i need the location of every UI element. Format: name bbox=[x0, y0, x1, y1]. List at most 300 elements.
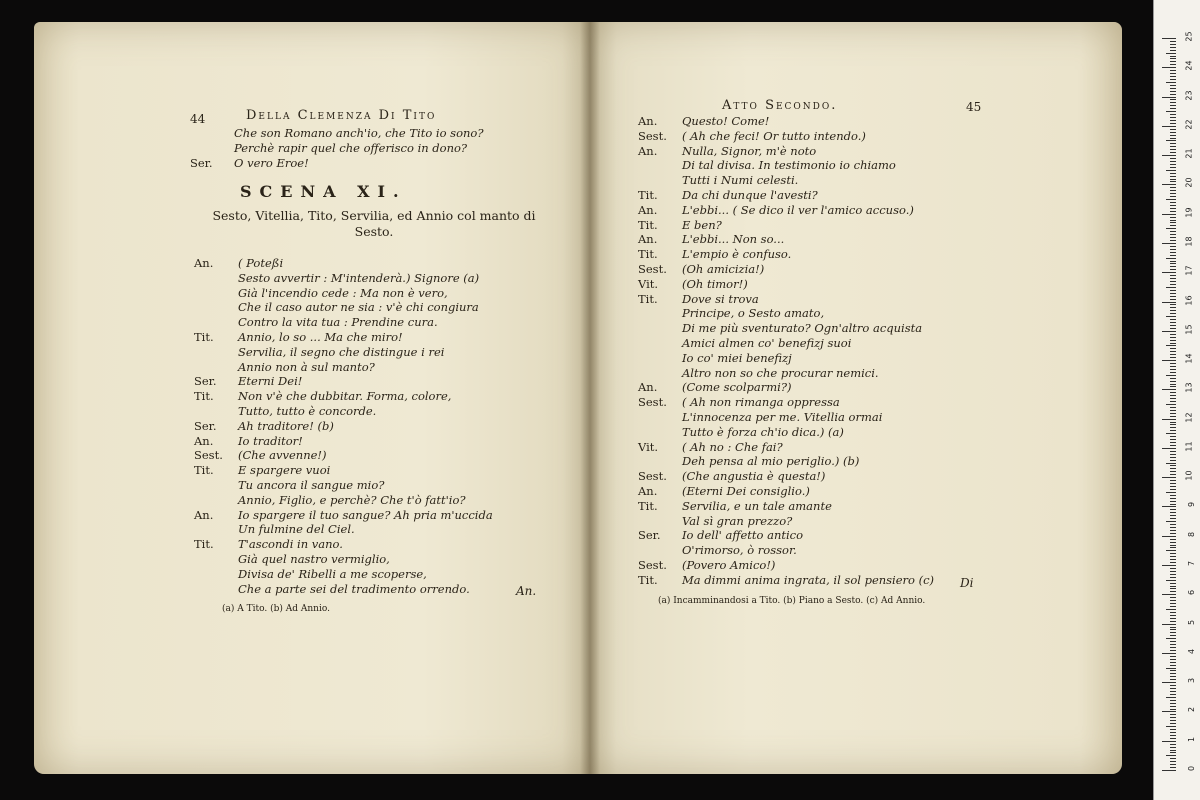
ruler-minor-tick bbox=[1170, 293, 1176, 294]
ruler-label: 8 bbox=[1186, 531, 1196, 537]
verse-text: Che son Romano anch'io, che Tito io sono? bbox=[234, 126, 484, 140]
ruler-label: 0 bbox=[1186, 765, 1196, 772]
ruler-minor-tick bbox=[1170, 91, 1176, 92]
ruler-minor-tick bbox=[1170, 656, 1176, 657]
ruler-minor-tick bbox=[1170, 296, 1176, 297]
dialogue-line bbox=[638, 469, 978, 484]
speaker-label: An. bbox=[194, 507, 214, 522]
dialogue-line bbox=[638, 218, 978, 233]
ruler-minor-tick bbox=[1170, 436, 1176, 437]
ruler-minor-tick bbox=[1170, 422, 1176, 423]
ruler-label: 18 bbox=[1184, 236, 1194, 247]
verse-text: Tu ancora il sangue mio? bbox=[238, 477, 385, 492]
ruler-tick bbox=[1162, 360, 1176, 361]
ruler-tick bbox=[1162, 155, 1176, 156]
verse-text: L'ebbi... Non so... bbox=[682, 232, 785, 247]
ruler-minor-tick bbox=[1170, 512, 1176, 513]
ruler-minor-tick bbox=[1166, 609, 1176, 610]
ruler-minor-tick bbox=[1170, 632, 1176, 633]
ruler-minor-tick bbox=[1170, 138, 1176, 139]
dialogue-line bbox=[638, 573, 978, 588]
verse-text: Che il caso autor ne sia : v'è chi congiura bbox=[238, 300, 479, 315]
ruler-minor-tick bbox=[1170, 451, 1176, 452]
verse-text: (Povero Amico!) bbox=[682, 557, 776, 572]
verse-text: Altro non so che procurar nemici. bbox=[682, 365, 879, 380]
ruler-minor-tick bbox=[1170, 562, 1176, 563]
ruler-tick bbox=[1162, 477, 1176, 478]
dialogue-line bbox=[194, 448, 574, 463]
ruler-minor-tick bbox=[1170, 659, 1176, 660]
ruler-minor-tick bbox=[1170, 635, 1176, 636]
dialogue-line bbox=[638, 336, 978, 351]
speaker-label: Tit. bbox=[638, 247, 658, 262]
verse-text: Io dell' affetto antico bbox=[682, 528, 804, 543]
speaker-label: Ser. bbox=[190, 155, 213, 170]
ruler-minor-tick bbox=[1170, 85, 1176, 86]
ruler-minor-tick bbox=[1170, 196, 1176, 197]
ruler-label: 11 bbox=[1184, 441, 1194, 452]
ruler-minor-tick bbox=[1170, 208, 1176, 209]
ruler-minor-tick bbox=[1166, 375, 1176, 376]
ruler-minor-tick bbox=[1166, 726, 1176, 727]
verse-text: ( Ah non rimanga oppressa bbox=[682, 395, 840, 410]
ruler-label: 20 bbox=[1184, 177, 1194, 188]
ruler-minor-tick bbox=[1170, 545, 1176, 546]
dialogue-line bbox=[638, 454, 978, 469]
left-page bbox=[34, 22, 590, 774]
ruler-minor-tick bbox=[1170, 164, 1176, 165]
ruler-label: 2 bbox=[1186, 707, 1196, 713]
dialogue-line bbox=[190, 141, 570, 156]
ruler-minor-tick bbox=[1170, 621, 1176, 622]
ruler-minor-tick bbox=[1170, 58, 1176, 59]
ruler-minor-tick bbox=[1170, 618, 1176, 619]
ruler-minor-tick bbox=[1166, 170, 1176, 171]
ruler-minor-tick bbox=[1170, 105, 1176, 106]
ruler-minor-tick bbox=[1170, 597, 1176, 598]
verse-text: ( Ah no : Che fai? bbox=[682, 439, 783, 454]
dialogue-line bbox=[638, 129, 978, 144]
ruler-minor-tick bbox=[1170, 392, 1176, 393]
ruler-minor-tick bbox=[1170, 117, 1176, 118]
speaker-label: Sest. bbox=[194, 448, 223, 463]
verse-text: Io traditor! bbox=[238, 433, 303, 448]
verse-text: Che a parte sei del tradimento orrendo. bbox=[238, 581, 470, 596]
ruler-minor-tick bbox=[1170, 416, 1176, 417]
dialogue-line bbox=[194, 463, 574, 478]
ruler-minor-tick bbox=[1170, 149, 1176, 150]
left-catchword: An. bbox=[516, 584, 537, 598]
ruler-minor-tick bbox=[1170, 255, 1176, 256]
dialogue-line bbox=[638, 366, 978, 381]
verse-text: Amici almen co' benefizj suoi bbox=[682, 335, 852, 350]
scale-ruler bbox=[1153, 0, 1200, 800]
verse-text: E ben? bbox=[682, 217, 722, 232]
speaker-label: Vit. bbox=[638, 439, 659, 454]
ruler-tick bbox=[1162, 419, 1176, 420]
left-top-lines bbox=[190, 126, 570, 170]
ruler-minor-tick bbox=[1170, 313, 1176, 314]
ruler-minor-tick bbox=[1170, 729, 1176, 730]
ruler-minor-tick bbox=[1170, 120, 1176, 121]
ruler-minor-tick bbox=[1170, 325, 1176, 326]
ruler-minor-tick bbox=[1170, 714, 1176, 715]
ruler-minor-tick bbox=[1170, 612, 1176, 613]
speaker-label: An. bbox=[638, 232, 658, 247]
ruler-minor-tick bbox=[1166, 228, 1176, 229]
ruler-minor-tick bbox=[1170, 430, 1176, 431]
verse-text: L'innocenza per me. Vitellia ormai bbox=[682, 409, 883, 424]
verse-text: Io spargere il tuo sangue? Ah pria m'uccida bbox=[238, 507, 493, 522]
ruler-minor-tick bbox=[1170, 670, 1176, 671]
verse-text: Un fulmine del Ciel. bbox=[238, 522, 355, 537]
right-page bbox=[590, 22, 1122, 774]
verse-text: E spargere vuoi bbox=[238, 463, 331, 478]
dialogue-line bbox=[194, 271, 574, 286]
ruler-minor-tick bbox=[1170, 307, 1176, 308]
ruler-minor-tick bbox=[1170, 761, 1176, 762]
ruler-minor-tick bbox=[1170, 202, 1176, 203]
ruler-label: 4 bbox=[1186, 648, 1196, 654]
ruler-minor-tick bbox=[1170, 114, 1176, 115]
verse-text: L'ebbi... ( Se dico il ver l'amico accuso.) bbox=[682, 202, 914, 217]
ruler-minor-tick bbox=[1170, 410, 1176, 411]
ruler-minor-tick bbox=[1170, 744, 1176, 745]
ruler-label: 19 bbox=[1184, 207, 1194, 218]
verse-text: Annio non à sul manto? bbox=[238, 359, 375, 374]
left-page-number: 44 bbox=[190, 112, 206, 126]
verse-text: Tutto, tutto è concorde. bbox=[238, 403, 377, 418]
ruler-minor-tick bbox=[1170, 193, 1176, 194]
ruler-minor-tick bbox=[1170, 530, 1176, 531]
ruler-minor-tick bbox=[1170, 384, 1176, 385]
ruler-minor-tick bbox=[1170, 486, 1176, 487]
ruler-tick bbox=[1162, 711, 1176, 712]
ruler-minor-tick bbox=[1170, 240, 1176, 241]
ruler-minor-tick bbox=[1170, 351, 1176, 352]
dialogue-line bbox=[638, 425, 978, 440]
ruler-minor-tick bbox=[1166, 550, 1176, 551]
ruler-minor-tick bbox=[1170, 249, 1176, 250]
ruler-minor-tick bbox=[1170, 234, 1176, 235]
ruler-minor-tick bbox=[1170, 281, 1176, 282]
verse-text: Eterni Dei! bbox=[238, 374, 303, 389]
ruler-minor-tick bbox=[1170, 559, 1176, 560]
ruler-tick bbox=[1162, 214, 1176, 215]
ruler-minor-tick bbox=[1170, 366, 1176, 367]
ruler-minor-tick bbox=[1170, 146, 1176, 147]
ruler-minor-tick bbox=[1166, 287, 1176, 288]
ruler-minor-tick bbox=[1170, 465, 1176, 466]
ruler-minor-tick bbox=[1166, 492, 1176, 493]
ruler-minor-tick bbox=[1170, 179, 1176, 180]
ruler-minor-tick bbox=[1170, 685, 1176, 686]
ruler-minor-tick bbox=[1170, 334, 1176, 335]
speaker-label: Tit. bbox=[638, 291, 658, 306]
scene-cast: Sesto, Vitellia, Tito, Servilia, ed Annio col manto di Sesto. bbox=[212, 208, 536, 239]
ruler-minor-tick bbox=[1170, 747, 1176, 748]
ruler-minor-tick bbox=[1170, 158, 1176, 159]
dialogue-line bbox=[194, 493, 574, 508]
ruler-minor-tick bbox=[1170, 263, 1176, 264]
dialogue-line bbox=[638, 440, 978, 455]
ruler-minor-tick bbox=[1166, 345, 1176, 346]
right-dialogue bbox=[638, 114, 978, 588]
ruler-minor-tick bbox=[1170, 143, 1176, 144]
verse-text: Ah traditore! (b) bbox=[238, 418, 334, 433]
dialogue-line bbox=[194, 478, 574, 493]
dialogue-line bbox=[638, 232, 978, 247]
verse-text: Di me più sventurato? Ogn'altro acquista bbox=[682, 321, 923, 336]
ruler-minor-tick bbox=[1170, 328, 1176, 329]
dialogue-line bbox=[638, 247, 978, 262]
ruler-minor-tick bbox=[1166, 463, 1176, 464]
ruler-minor-tick bbox=[1170, 474, 1176, 475]
speaker-label: Tit. bbox=[638, 187, 658, 202]
ruler-minor-tick bbox=[1170, 688, 1176, 689]
ruler-minor-tick bbox=[1170, 88, 1176, 89]
ruler-minor-tick bbox=[1170, 647, 1176, 648]
dialogue-line bbox=[194, 315, 574, 330]
dialogue-line bbox=[638, 558, 978, 573]
ruler-tick bbox=[1162, 126, 1176, 127]
speaker-label: Ser. bbox=[638, 528, 661, 543]
ruler-minor-tick bbox=[1170, 372, 1176, 373]
left-dialogue bbox=[194, 256, 574, 596]
ruler-minor-tick bbox=[1170, 457, 1176, 458]
ruler-minor-tick bbox=[1170, 556, 1176, 557]
ruler-minor-tick bbox=[1170, 586, 1176, 587]
ruler-minor-tick bbox=[1170, 483, 1176, 484]
ruler-minor-tick bbox=[1166, 755, 1176, 756]
verse-text: (Eterni Dei consiglio.) bbox=[682, 483, 810, 498]
ruler-label: 24 bbox=[1184, 60, 1194, 71]
ruler-label: 16 bbox=[1184, 294, 1194, 306]
scene-title: SCENA XI. bbox=[240, 182, 407, 201]
ruler-label: 7 bbox=[1186, 560, 1196, 567]
ruler-minor-tick bbox=[1166, 258, 1176, 259]
ruler-minor-tick bbox=[1170, 284, 1176, 285]
dialogue-line bbox=[638, 395, 978, 410]
dialogue-line bbox=[194, 300, 574, 315]
ruler-label: 13 bbox=[1184, 382, 1194, 393]
ruler-minor-tick bbox=[1170, 518, 1176, 519]
dialogue-line bbox=[638, 292, 978, 307]
ruler-minor-tick bbox=[1170, 275, 1176, 276]
ruler-minor-tick bbox=[1170, 123, 1176, 124]
speaker-label: An. bbox=[638, 114, 658, 128]
ruler-tick bbox=[1162, 184, 1176, 185]
dialogue-line bbox=[194, 434, 574, 449]
verse-text: (Oh amicizia!) bbox=[682, 261, 765, 276]
ruler-minor-tick bbox=[1170, 237, 1176, 238]
ruler-minor-tick bbox=[1170, 99, 1176, 100]
ruler-minor-tick bbox=[1170, 553, 1176, 554]
dialogue-line bbox=[190, 126, 570, 141]
ruler-label: 12 bbox=[1184, 412, 1194, 423]
ruler-minor-tick bbox=[1170, 340, 1176, 341]
verse-text: Nulla, Signor, m'è noto bbox=[682, 143, 817, 158]
speaker-label: Tit. bbox=[194, 537, 214, 552]
ruler-minor-tick bbox=[1170, 577, 1176, 578]
dialogue-line bbox=[638, 114, 978, 129]
dialogue-line bbox=[194, 345, 574, 360]
ruler-minor-tick bbox=[1170, 498, 1176, 499]
speaker-label: Tit. bbox=[194, 329, 214, 344]
ruler-minor-tick bbox=[1170, 515, 1176, 516]
ruler-minor-tick bbox=[1170, 752, 1176, 753]
verse-text: Principe, o Sesto amato, bbox=[682, 306, 825, 321]
ruler-minor-tick bbox=[1170, 627, 1176, 628]
ruler-minor-tick bbox=[1170, 348, 1176, 349]
ruler-minor-tick bbox=[1170, 386, 1176, 387]
verse-text: Val sì gran prezzo? bbox=[682, 513, 793, 528]
dialogue-line bbox=[638, 528, 978, 543]
ruler-minor-tick bbox=[1170, 679, 1176, 680]
verse-text: Già l'incendio cede : Ma non è vero, bbox=[238, 285, 448, 300]
ruler-minor-tick bbox=[1170, 758, 1176, 759]
ruler-minor-tick bbox=[1170, 135, 1176, 136]
ruler-minor-tick bbox=[1170, 591, 1176, 592]
dialogue-line bbox=[638, 351, 978, 366]
verse-text: ( Poteßi bbox=[238, 256, 284, 270]
ruler-label: 3 bbox=[1186, 678, 1196, 684]
ruler-minor-tick bbox=[1170, 424, 1176, 425]
ruler-minor-tick bbox=[1170, 720, 1176, 721]
ruler-minor-tick bbox=[1170, 717, 1176, 718]
ruler-minor-tick bbox=[1166, 697, 1176, 698]
ruler-minor-tick bbox=[1170, 533, 1176, 534]
verse-text: O vero Eroe! bbox=[234, 155, 309, 170]
verse-text: Tutti i Numi celesti. bbox=[682, 173, 799, 188]
dialogue-line bbox=[638, 499, 978, 514]
ruler-minor-tick bbox=[1170, 73, 1176, 74]
ruler-minor-tick bbox=[1170, 732, 1176, 733]
ruler-tick bbox=[1162, 67, 1176, 68]
ruler-minor-tick bbox=[1166, 53, 1176, 54]
ruler-label: 5 bbox=[1186, 619, 1196, 625]
ruler-minor-tick bbox=[1166, 521, 1176, 522]
ruler-minor-tick bbox=[1170, 427, 1176, 428]
right-running-header: Atto Secondo. bbox=[722, 98, 838, 113]
ruler-minor-tick bbox=[1170, 217, 1176, 218]
ruler-tick bbox=[1162, 536, 1176, 537]
ruler-minor-tick bbox=[1170, 343, 1176, 344]
verse-text: Non v'è che dubbitar. Forma, colore, bbox=[238, 389, 452, 404]
ruler-minor-tick bbox=[1170, 378, 1176, 379]
ruler-minor-tick bbox=[1170, 723, 1176, 724]
ruler-label: 23 bbox=[1184, 89, 1194, 101]
ruler-tick bbox=[1162, 331, 1176, 332]
verse-text: Servilia, e un tale amante bbox=[682, 498, 832, 513]
ruler-minor-tick bbox=[1166, 638, 1176, 639]
dialogue-line bbox=[638, 203, 978, 218]
ruler-minor-tick bbox=[1170, 94, 1176, 95]
verse-text: L'empio è confuso. bbox=[682, 247, 792, 262]
ruler-tick bbox=[1162, 770, 1176, 771]
ruler-label: 22 bbox=[1184, 119, 1194, 130]
dialogue-line bbox=[638, 514, 978, 529]
verse-text: Divisa de' Ribelli a me scoperse, bbox=[238, 566, 427, 581]
ruler-minor-tick bbox=[1170, 706, 1176, 707]
ruler-minor-tick bbox=[1170, 764, 1176, 765]
open-book bbox=[28, 18, 1134, 784]
dialogue-line bbox=[638, 410, 978, 425]
ruler-minor-tick bbox=[1170, 738, 1176, 739]
ruler-minor-tick bbox=[1170, 354, 1176, 355]
ruler-tick bbox=[1162, 653, 1176, 654]
ruler-minor-tick bbox=[1170, 583, 1176, 584]
ruler-tick bbox=[1162, 506, 1176, 507]
ruler-minor-tick bbox=[1170, 278, 1176, 279]
ruler-minor-tick bbox=[1166, 404, 1176, 405]
ruler-tick bbox=[1162, 682, 1176, 683]
dialogue-line bbox=[194, 508, 574, 523]
ruler-minor-tick bbox=[1170, 225, 1176, 226]
ruler-minor-tick bbox=[1170, 767, 1176, 768]
ruler-minor-tick bbox=[1170, 694, 1176, 695]
verse-text: ( Ah che feci! Or tutto intendo.) bbox=[682, 128, 866, 143]
ruler-minor-tick bbox=[1170, 187, 1176, 188]
right-page-number: 45 bbox=[966, 100, 982, 114]
left-footnote: (a) A Tito. (b) Ad Annio. bbox=[222, 604, 330, 614]
speaker-label: An. bbox=[194, 256, 214, 270]
ruler-minor-tick bbox=[1170, 167, 1176, 168]
ruler-minor-tick bbox=[1170, 181, 1176, 182]
dialogue-line bbox=[194, 256, 574, 271]
ruler-minor-tick bbox=[1170, 504, 1176, 505]
ruler-minor-tick bbox=[1170, 231, 1176, 232]
ruler-minor-tick bbox=[1170, 357, 1176, 358]
ruler-minor-tick bbox=[1170, 445, 1176, 446]
ruler-minor-tick bbox=[1170, 480, 1176, 481]
ruler-minor-tick bbox=[1170, 337, 1176, 338]
verse-text: O'rimorso, ò rossor. bbox=[682, 543, 797, 558]
ruler-label: 10 bbox=[1184, 470, 1194, 481]
verse-text: (Che angustia è questa!) bbox=[682, 469, 826, 484]
ruler-minor-tick bbox=[1170, 398, 1176, 399]
ruler-minor-tick bbox=[1170, 495, 1176, 496]
ruler-minor-tick bbox=[1170, 501, 1176, 502]
ruler-minor-tick bbox=[1170, 246, 1176, 247]
ruler-minor-tick bbox=[1170, 44, 1176, 45]
right-footnote: (a) Incamminandosi a Tito. (b) Piano a Sesto. (c) Ad Annio. bbox=[658, 596, 926, 606]
ruler-tick bbox=[1162, 272, 1176, 273]
ruler-minor-tick bbox=[1170, 606, 1176, 607]
ruler-minor-tick bbox=[1170, 176, 1176, 177]
ruler-minor-tick bbox=[1170, 108, 1176, 109]
dialogue-line bbox=[194, 552, 574, 567]
ruler-label: 15 bbox=[1184, 324, 1194, 335]
ruler-minor-tick bbox=[1170, 304, 1176, 305]
ruler-minor-tick bbox=[1170, 363, 1176, 364]
ruler-minor-tick bbox=[1170, 50, 1176, 51]
ruler-minor-tick bbox=[1170, 61, 1176, 62]
ruler-minor-tick bbox=[1170, 571, 1176, 572]
ruler-minor-tick bbox=[1170, 641, 1176, 642]
speaker-label: Sest. bbox=[638, 395, 667, 410]
dialogue-line bbox=[638, 173, 978, 188]
dialogue-line bbox=[638, 262, 978, 277]
ruler-minor-tick bbox=[1170, 205, 1176, 206]
ruler-minor-tick bbox=[1170, 413, 1176, 414]
dialogue-line bbox=[194, 537, 574, 552]
verse-text: Tutto è forza ch'io dica.) (a) bbox=[682, 424, 844, 439]
ruler-minor-tick bbox=[1170, 524, 1176, 525]
ruler-minor-tick bbox=[1170, 603, 1176, 604]
ruler-minor-tick bbox=[1170, 527, 1176, 528]
verse-text: Perchè rapir quel che offerisco in dono? bbox=[234, 140, 468, 155]
